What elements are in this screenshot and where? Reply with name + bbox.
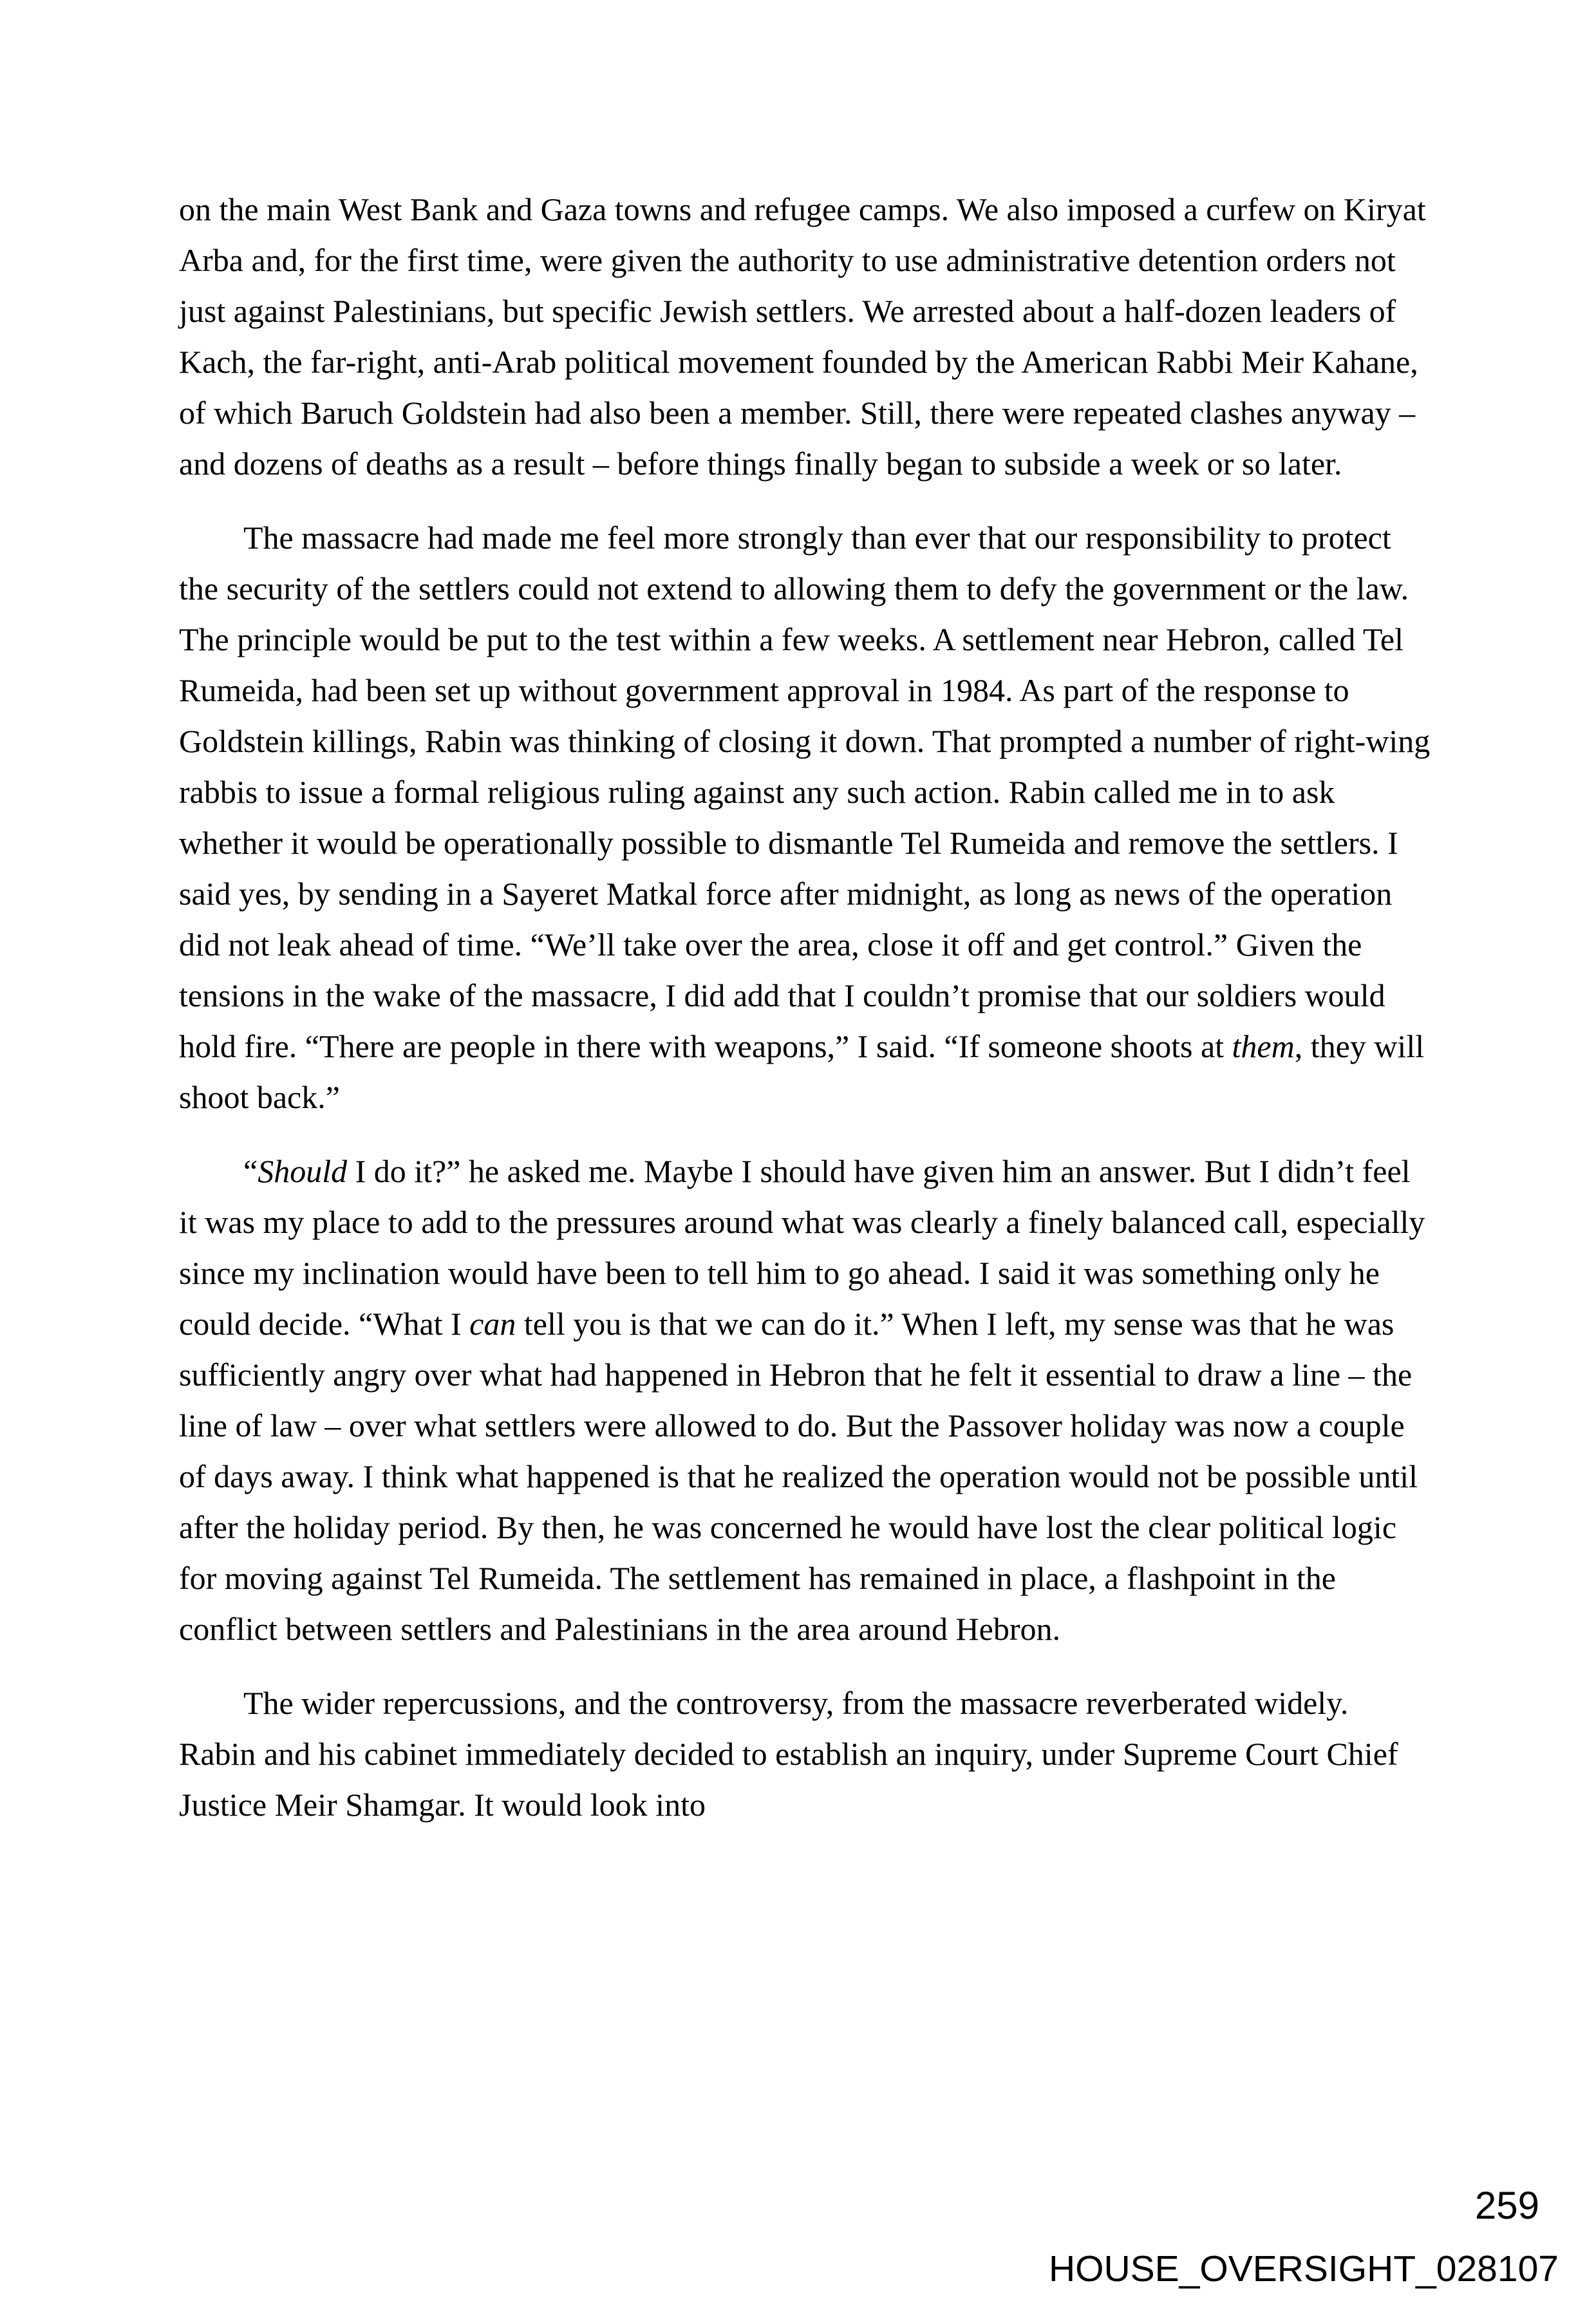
text-segment: “ <box>243 1153 258 1189</box>
text-segment: I do it?” he asked me. Maybe I should have given him an answer. But I didn’t feel it was my place to add to the pressures around what was clearly a finely balanced call, especially since my inclination would have been to tell him to go ahead. I said it was something only he could decide. “What I <box>179 1153 1425 1342</box>
text-segment: , they will shoot back.” <box>179 1028 1425 1115</box>
page-body <box>179 184 1431 1854</box>
paragraph <box>179 1678 1431 1830</box>
italic-text-segment: can <box>469 1306 516 1342</box>
text-segment: The wider repercussions, and the controversy, from the massacre reverberated widely. Rabin and his cabinet immediately decided to establish an inquiry, under Supreme Court Chief Justice Meir Shamgar. It would look into <box>179 1685 1398 1823</box>
text-segment: tell you is that we can do it.” When I left, my sense was that he was sufficiently angry over what had happened in Hebron that he felt it essential to draw a line – the line of law – over what settlers were allowed to do. But the Passover holiday was now a couple of days away. I think what happened is that he realized the operation would not be possible until after the holiday period. By then, he was concerned he would have lost the clear political logic for moving against Tel Rumeida. The settlement has remained in place, a flashpoint in the conflict between settlers and Palestinians in the area around Hebron. <box>179 1306 1418 1647</box>
text-segment: The massacre had made me feel more strongly than ever that our responsibility to protect the security of the settlers could not extend to allowing them to defy the government or the law. The principle would be put to the test within a few weeks. A settlement near Hebron, called Tel Rumeida, had been set up without government approval in 1984. As part of the response to Goldstein killings, Rabin was thinking of closing it down. That prompted a number of right-wing rabbis to issue a formal religious ruling against any such action. Rabin called me in to ask whether it would be operationally possible to dismantle Tel Rumeida and remove the settlers. I said yes, by sending in a Sayeret Matkal force after midnight, as long as news of the operation did not leak ahead of time. “We’ll take over the area, close it off and get control.” Given the tensions in the wake of the massacre, I did add that I couldn’t promise that our soldiers would hold fire. “There are people in there with weapons,” I said. “If someone shoots at <box>179 520 1431 1064</box>
page-number: 259 <box>1474 2184 1539 2227</box>
paragraphs <box>179 184 1431 1830</box>
paragraph <box>179 184 1431 489</box>
italic-text-segment: Should <box>258 1153 348 1189</box>
bates-stamp: HOUSE_OVERSIGHT_028107 <box>1048 2248 1559 2289</box>
paragraph <box>179 1146 1431 1655</box>
text-segment: on the main West Bank and Gaza towns and refugee camps. We also imposed a curfew on Kiryat Arba and, for the first time, were given the authority to use administrative detention orders not just against Palestinians, but specific Jewish settlers. We arrested about a half-dozen leaders of Kach, the far-right, anti-Arab political movement founded by the American Rabbi Meir Kahane, of which Baruch Goldstein had also been a member. Still, there were repeated clashes anyway – and dozens of deaths as a result – before things finally began to subside a week or so later. <box>179 191 1426 482</box>
paragraph <box>179 512 1431 1123</box>
italic-text-segment: them <box>1232 1028 1295 1064</box>
